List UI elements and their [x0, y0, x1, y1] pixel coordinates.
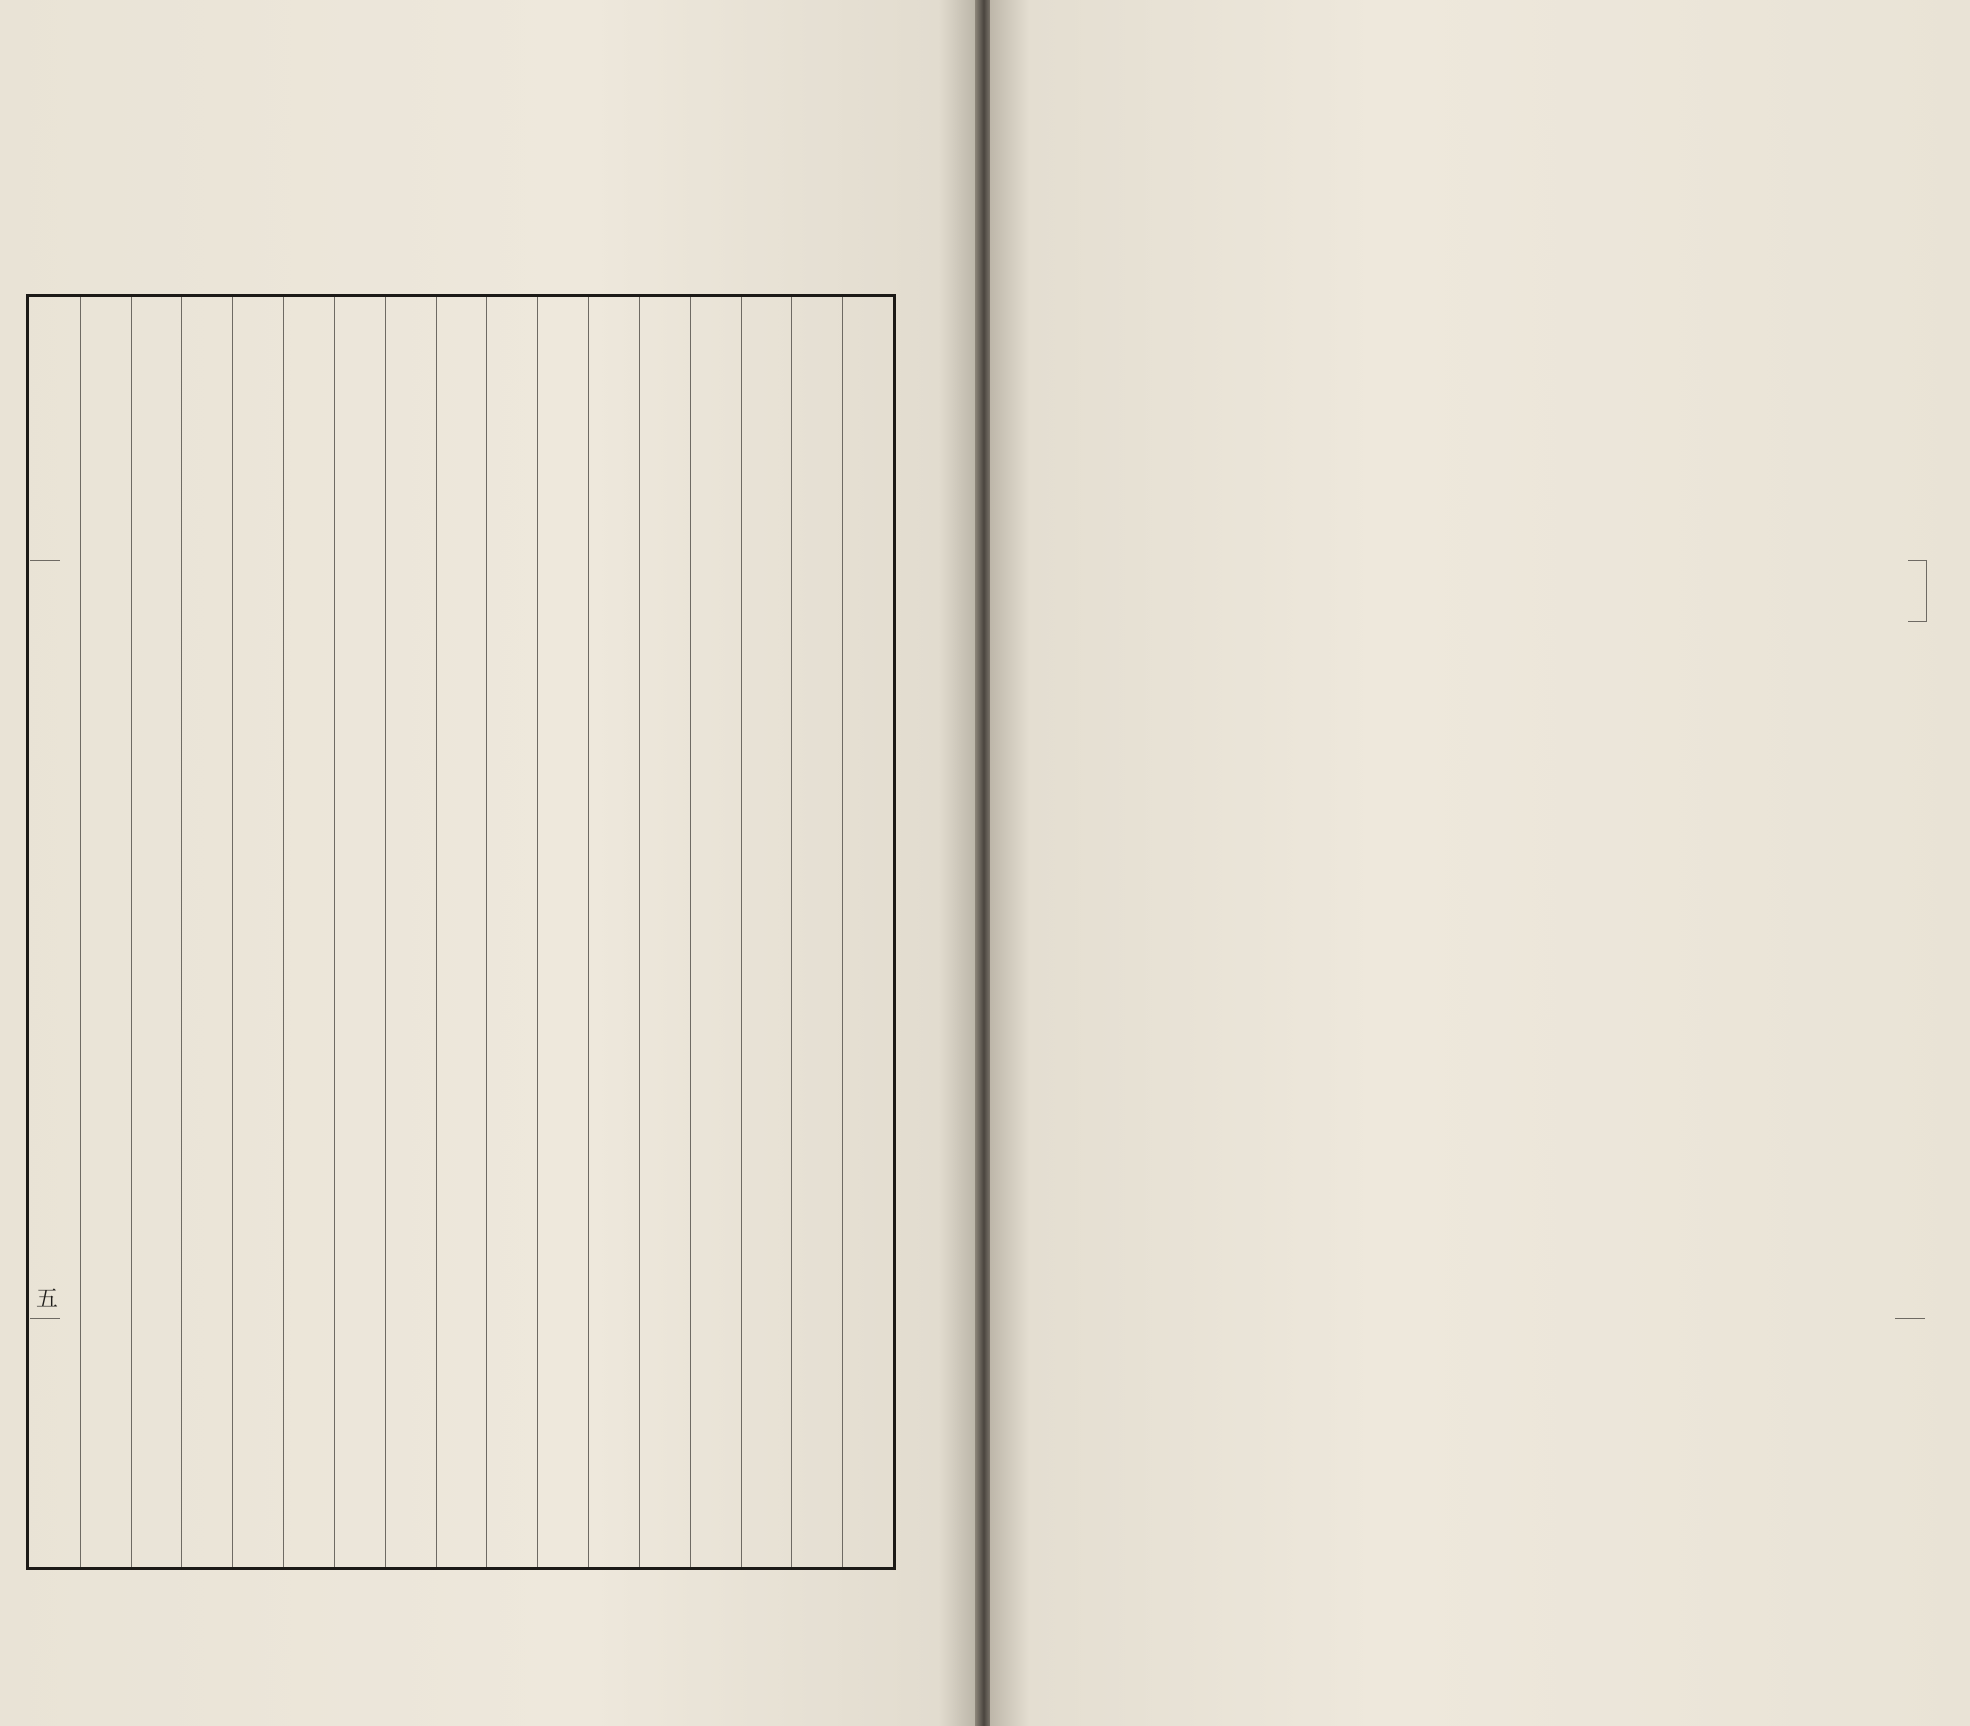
column-rule	[385, 297, 386, 1567]
margin-mark	[30, 560, 60, 561]
text-column	[334, 307, 385, 1557]
margin-mark	[1895, 1318, 1925, 1319]
text-column	[181, 307, 232, 1557]
column-rule	[181, 297, 182, 1567]
text-column	[639, 307, 690, 1557]
text-column	[131, 307, 182, 1557]
column-rule	[741, 297, 742, 1567]
column-rule	[436, 297, 437, 1567]
left-text-frame	[26, 294, 896, 1570]
margin-mark	[30, 1318, 60, 1319]
column-rule	[791, 297, 792, 1567]
page-number: 五	[36, 1287, 59, 1312]
text-column	[232, 307, 283, 1557]
column-rule	[334, 297, 335, 1567]
column-rule	[232, 297, 233, 1567]
text-column	[436, 307, 487, 1557]
column-rule	[588, 297, 589, 1567]
text-column	[842, 307, 893, 1557]
text-column	[791, 307, 842, 1557]
text-column	[741, 307, 792, 1557]
column-rule	[842, 297, 843, 1567]
text-column	[588, 307, 639, 1557]
column-rule	[283, 297, 284, 1567]
text-column	[283, 307, 334, 1557]
column-rule	[80, 297, 81, 1567]
column-rule	[639, 297, 640, 1567]
text-column	[537, 307, 588, 1557]
text-column	[80, 307, 131, 1557]
column-rule	[486, 297, 487, 1567]
right-page	[990, 0, 1970, 1726]
left-page	[0, 0, 978, 1726]
column-rule	[537, 297, 538, 1567]
text-column	[385, 307, 436, 1557]
column-rule	[690, 297, 691, 1567]
text-column	[690, 307, 741, 1557]
text-column	[29, 307, 80, 1557]
text-column	[486, 307, 537, 1557]
margin-mark	[1908, 560, 1927, 622]
column-rule	[131, 297, 132, 1567]
